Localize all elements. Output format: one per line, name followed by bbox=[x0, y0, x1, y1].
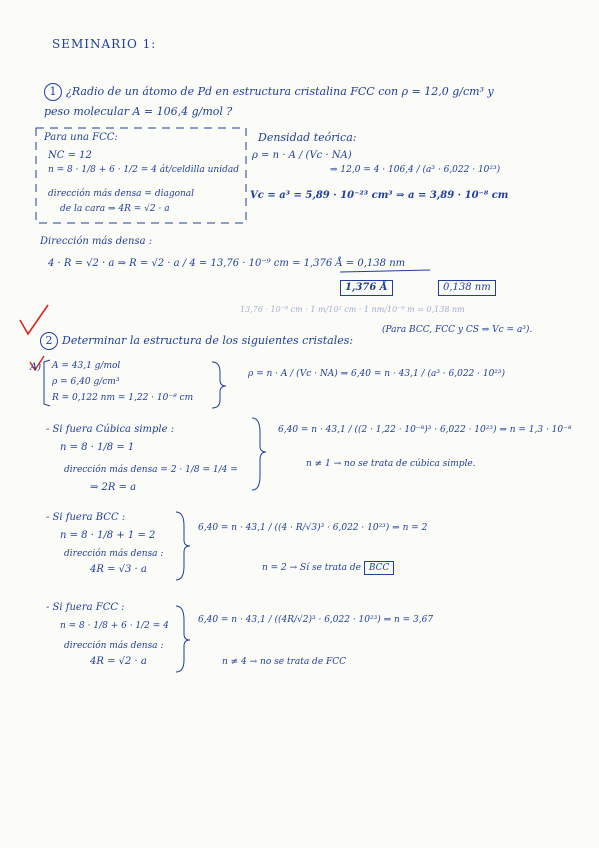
bcc-dense-direction: dirección más densa : bbox=[64, 549, 164, 559]
radius-calculation: 4 · R = √2 · a ⇒ R = √2 · a / 4 = 13,76 · 10⁻⁹ cm = 1,376 Å = 0,138 nm bbox=[48, 258, 406, 269]
part-a-label: A) bbox=[30, 362, 42, 373]
page-title: SEMINARIO 1: bbox=[52, 37, 157, 51]
check-mark-p2 bbox=[20, 305, 48, 334]
part-a-density: ρ = 6,40 g/cm³ bbox=[52, 377, 120, 387]
bcc-dense-direction-result: 4R = √3 · a bbox=[90, 564, 147, 575]
bcc-atoms-per-cell: n = 8 · 1/8 + 1 = 2 bbox=[60, 530, 156, 541]
underline-result bbox=[340, 270, 430, 272]
brace-fcc bbox=[176, 606, 190, 672]
fcc-case-atoms-per-cell: n = 8 · 1/8 + 6 · 1/2 = 4 bbox=[60, 621, 169, 631]
problem-2-note: (Para BCC, FCC y CS ⇒ Vc = a³). bbox=[382, 325, 533, 335]
fcc-case-dense-direction: dirección más densa : bbox=[64, 641, 164, 651]
result-nm-box: 0,138 nm bbox=[438, 280, 496, 296]
part-a-density-formula: ρ = n · A / (Vc · NA) ⇒ 6,40 = n · 43,1 / (a³ · 6,022 · 10²³) bbox=[248, 369, 506, 379]
part-a-molar-mass: A = 43,1 g/mol bbox=[52, 361, 121, 371]
bcc-heading: - Si fuera BCC : bbox=[46, 512, 126, 523]
fcc-dense-direction-2: de la cara ⇒ 4R = √2 · a bbox=[60, 204, 170, 214]
problem-2-number: 2 bbox=[40, 332, 58, 350]
fcc-case-conclusion: n ≠ 4 → no se trata de FCC bbox=[222, 657, 347, 667]
fcc-heading: Para una FCC: bbox=[44, 132, 118, 143]
problem-2-statement: 2 Determinar la estructura de los siguientes cristales: bbox=[40, 332, 353, 350]
cs-conclusion: n ≠ 1 → no se trata de cúbica simple. bbox=[306, 459, 476, 469]
bracket-a bbox=[44, 360, 50, 406]
brace-cs bbox=[252, 418, 266, 490]
density-formula: ρ = n · A / (Vc · NA) bbox=[252, 150, 352, 161]
fcc-atoms-per-cell: n = 8 · 1/8 + 6 · 1/2 = 4 át/celdilla unidad bbox=[48, 165, 239, 175]
cs-equation: 6,40 = n · 43,1 / ((2 · 1,22 · 10⁻⁸)³ · 6,022 · 10²³) ⇒ n = 1,3 · 10⁻⁸ bbox=[278, 425, 572, 435]
density-heading: Densidad teórica: bbox=[258, 131, 357, 144]
bcc-equation: 6,40 = n · 43,1 / ((4 · R/√3)³ · 6,022 · 10²³) ⇒ n = 2 bbox=[198, 523, 428, 533]
problem-1-statement-line1: 1 ¿Radio de un átomo de Pd en estructura cristalina FCC con ρ = 12,0 g/cm³ y bbox=[44, 83, 494, 101]
fcc-case-heading: - Si fuera FCC : bbox=[46, 602, 125, 613]
problem-1-statement-line2: peso molecular A = 106,4 g/mol ? bbox=[44, 105, 233, 118]
dense-direction-heading: Dirección más densa : bbox=[40, 236, 153, 247]
problem-1-number: 1 bbox=[44, 83, 62, 101]
part-a-radius: R = 0,122 nm = 1,22 · 10⁻⁸ cm bbox=[52, 393, 194, 403]
bcc-conclusion: n = 2 → Sí se trata de BCC bbox=[262, 562, 394, 574]
fcc-case-equation: 6,40 = n · 43,1 / ((4R/√2)³ · 6,022 · 10²³) ⇒ n = 3,67 bbox=[198, 615, 434, 625]
density-substitution: ⇒ 12,0 = 4 · 106,4 / (a³ · 6,022 · 10²³) bbox=[330, 165, 501, 175]
fcc-coordination-number: NC = 12 bbox=[48, 150, 92, 161]
result-angstrom-box: 1,376 Å bbox=[340, 280, 393, 296]
cs-heading: - Si fuera Cúbica simple : bbox=[46, 424, 175, 435]
fcc-dense-direction-1: dirección más densa = diagonal bbox=[48, 189, 195, 199]
bcc-result-box: BCC bbox=[364, 561, 395, 575]
cell-volume-line: Vc = a³ = 5,89 · 10⁻²³ cm³ ⇒ a = 3,89 · 10⁻⁸ cm bbox=[250, 190, 509, 201]
cs-atoms-per-cell: n = 8 · 1/8 = 1 bbox=[60, 442, 135, 453]
cs-dense-direction: dirección más densa = 2 · 1/8 = 1/4 = bbox=[64, 465, 238, 475]
brace-a bbox=[212, 362, 226, 408]
brace-bcc bbox=[176, 512, 190, 580]
cs-dense-direction-result: ⇒ 2R = a bbox=[90, 482, 137, 493]
fcc-case-dense-direction-result: 4R = √2 · a bbox=[90, 656, 147, 667]
unit-conversion-faint: 13,76 · 10⁻⁹ cm · 1 m/10² cm · 1 nm/10⁻⁹ m = 0,138 nm bbox=[240, 305, 465, 314]
